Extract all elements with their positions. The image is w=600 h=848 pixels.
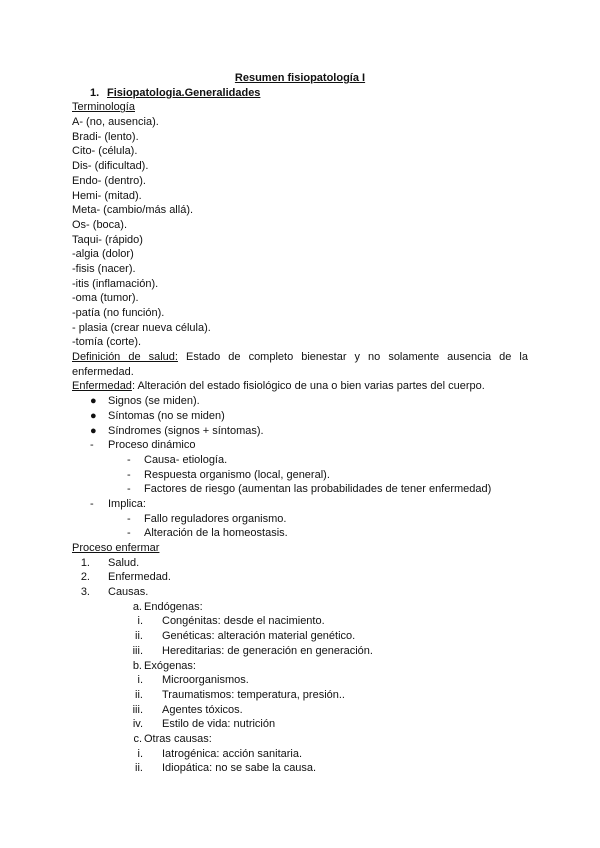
sub-dash-text: Factores de riesgo (aumentan las probabilidades de tener enfermedad) <box>144 483 492 496</box>
item-text: Salud. <box>108 556 140 569</box>
bullet-item <box>72 409 528 424</box>
bullet-text: Signos (se miden). <box>108 395 200 408</box>
item-letter: a. <box>132 600 142 613</box>
dash-marker: - <box>127 512 131 525</box>
terminologia-heading: Terminología <box>72 101 135 114</box>
document-page <box>72 71 528 776</box>
sub-dash-text: Fallo reguladores organismo. <box>144 512 287 525</box>
item-text: Microorganismos. <box>162 674 249 687</box>
item-roman: i. <box>137 747 143 760</box>
roman-item <box>72 644 528 659</box>
dash-marker: - <box>127 483 131 496</box>
roman-item <box>72 747 528 762</box>
term-item: Os- (boca). <box>72 218 128 231</box>
item-roman: iv. <box>132 718 143 731</box>
item-roman: ii. <box>135 762 143 775</box>
item-roman: ii. <box>135 688 143 701</box>
dash-text: Implica: <box>108 497 146 510</box>
section-number: 1. <box>90 86 100 99</box>
salud-label: Definición de salud: <box>72 351 178 364</box>
term-item: -fisis (nacer). <box>72 262 136 275</box>
term-item: -itis (inflamación). <box>72 277 159 290</box>
section-title: Fisiopatologia.Generalidades <box>107 86 261 99</box>
section-heading <box>72 86 528 101</box>
dash-marker: - <box>127 468 131 481</box>
item-letter: b. <box>132 659 142 672</box>
term-item: A- (no, ausencia). <box>72 116 159 129</box>
numbered-item <box>72 585 528 600</box>
dash-marker: - <box>90 497 94 510</box>
sub-dash-item <box>72 526 528 541</box>
term-item: Cito- (célula). <box>72 145 138 158</box>
bullet-marker: ● <box>90 395 97 408</box>
sub-dash-item <box>72 482 528 497</box>
dash-marker: - <box>90 439 94 452</box>
item-text: Traumatismos: temperatura, presión.. <box>162 688 345 701</box>
bullet-marker: ● <box>90 424 97 437</box>
sub-dash-item <box>72 468 528 483</box>
bullet-item <box>72 394 528 409</box>
sub-dash-item <box>72 453 528 468</box>
salud-definition-line2: enfermedad. <box>72 365 134 378</box>
roman-item <box>72 629 528 644</box>
item-text: Enfermedad. <box>108 571 171 584</box>
term-item: - plasia (crear nueva célula). <box>72 321 211 334</box>
item-roman: ii. <box>135 630 143 643</box>
item-text: Estilo de vida: nutrición <box>162 718 276 731</box>
item-text: Genéticas: alteración material genético. <box>162 630 356 643</box>
bullet-marker: ● <box>90 409 97 422</box>
sub-dash-item <box>72 512 528 527</box>
item-number: 2. <box>80 571 90 584</box>
item-text: Endógenas: <box>144 600 203 613</box>
bullet-text: Síndromes (signos + síntomas). <box>108 424 264 437</box>
item-letter: c. <box>133 732 142 745</box>
term-item: Bradi- (lento). <box>72 130 139 143</box>
sub-dash-text: Causa- etiología. <box>144 453 228 466</box>
salud-definition-line1 <box>72 350 528 365</box>
term-item: -algia (dolor) <box>72 248 134 261</box>
dash-item-implica <box>72 497 528 512</box>
item-number: 3. <box>80 586 90 599</box>
lettered-item-otras <box>72 732 528 747</box>
term-item: Taqui- (rápido) <box>72 233 143 246</box>
numbered-item <box>72 556 528 571</box>
dash-marker: - <box>127 527 131 540</box>
bullet-item <box>72 424 528 439</box>
item-number: 1. <box>80 556 90 569</box>
term-item: -patía (no función). <box>72 307 165 319</box>
lettered-item-exogenas <box>72 659 528 674</box>
sub-dash-text: Alteración de la homeostasis. <box>144 527 288 540</box>
roman-item <box>72 717 528 732</box>
enfermedad-label: Enfermedad <box>72 380 132 393</box>
term-item: Hemi- (mitad). <box>72 189 142 202</box>
salud-text: Estado de completo bienestar y no solamente ausencia de la <box>186 351 528 364</box>
numbered-item <box>72 570 528 585</box>
item-text: Causas. <box>108 586 149 599</box>
proceso-enfermar-heading: Proceso enfermar <box>72 542 160 554</box>
term-item: -oma (tumor). <box>72 292 139 305</box>
roman-item <box>72 614 528 629</box>
item-text: Congénitas: desde el nacimiento. <box>162 615 325 628</box>
document-title: Resumen fisiopatología I <box>234 72 366 84</box>
dash-marker: - <box>127 453 131 466</box>
roman-item <box>72 688 528 703</box>
roman-item <box>72 761 528 776</box>
item-roman: i. <box>137 615 143 628</box>
roman-item <box>72 673 528 688</box>
enfermedad-text: : Alteración del estado fisiológico de una o bien varias partes del cuerpo. <box>131 380 485 393</box>
sub-dash-text: Respuesta organismo (local, general). <box>144 468 330 481</box>
item-text: Iatrogénica: acción sanitaria. <box>162 747 303 760</box>
item-text: Hereditarias: de generación en generación. <box>162 644 373 657</box>
bullet-text: Síntomas (no se miden) <box>108 409 225 422</box>
item-roman: i. <box>137 674 143 687</box>
term-item: Meta- (cambio/más allá). <box>72 204 194 217</box>
roman-item <box>72 703 528 718</box>
term-item: Endo- (dentro). <box>72 174 146 187</box>
item-roman: iii. <box>132 703 143 716</box>
item-text: Exógenas: <box>144 659 196 672</box>
item-roman: iii. <box>132 644 143 657</box>
enfermedad-definition <box>72 379 528 394</box>
dash-item-proceso <box>72 438 528 453</box>
item-text: Otras causas: <box>144 732 212 745</box>
item-text: Idiopática: no se sabe la causa. <box>162 762 317 775</box>
dash-text: Proceso dinámico <box>108 439 196 452</box>
term-item: -tomía (corte). <box>72 336 142 349</box>
lettered-item-endogenas <box>72 600 528 615</box>
item-text: Agentes tóxicos. <box>162 703 243 716</box>
term-item: Dis- (dificultad). <box>72 160 149 173</box>
